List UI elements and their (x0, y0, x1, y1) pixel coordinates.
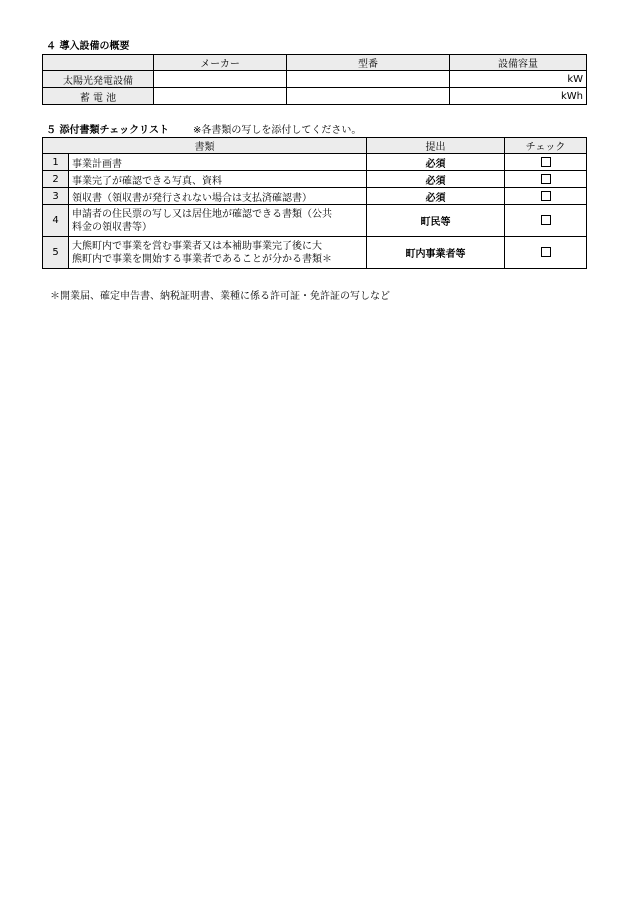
check-cell[interactable] (505, 154, 587, 171)
submit-status: 必須 (367, 171, 505, 188)
checkbox-icon[interactable] (541, 157, 551, 167)
model-header: 型番 (287, 55, 450, 71)
check-cell[interactable] (505, 188, 587, 205)
row-label-solar: 太陽光発電設備 (43, 71, 154, 88)
checkbox-icon[interactable] (541, 191, 551, 201)
document-name (69, 237, 367, 269)
document-name-line2: 熊町内で事業を開始する事業者であることが分かる書類＊ (72, 253, 332, 265)
equipment-table (42, 54, 587, 105)
model-cell-battery[interactable] (287, 88, 450, 105)
check-header: チェック (505, 138, 587, 154)
submit-status: 町民等 (367, 205, 505, 237)
capacity-header: 設備容量 (450, 55, 587, 71)
document-name: 事業計画書 (69, 154, 367, 171)
document-name-line1: 申請者の住民票の写し又は居住地が確認できる書類（公共 (72, 208, 332, 220)
submit-status: 町内事業者等 (367, 237, 505, 269)
maker-header: メーカー (154, 55, 287, 71)
table-row (43, 171, 587, 188)
section5-note: ※各書類の写しを添付してください。 (192, 125, 362, 136)
row-number: 1 (43, 154, 69, 171)
row-number: 3 (43, 188, 69, 205)
table-row (43, 88, 587, 105)
submit-header: 提出 (367, 138, 505, 154)
check-cell[interactable] (505, 205, 587, 237)
checkbox-icon[interactable] (541, 174, 551, 184)
model-cell-solar[interactable] (287, 71, 450, 88)
row-number: 5 (43, 237, 69, 269)
document-name: 領収書（領収書が発行されない場合は支払済確認書） (69, 188, 367, 205)
capacity-cell-battery[interactable]: kWh (450, 88, 587, 105)
maker-cell-solar[interactable] (154, 71, 287, 88)
table-row (43, 154, 587, 171)
capacity-cell-solar[interactable]: kW (450, 71, 587, 88)
section4-title: ４ 導入設備の概要 (46, 41, 130, 52)
table-row (43, 237, 587, 269)
table-row (43, 71, 587, 88)
document-name (69, 205, 367, 237)
check-cell[interactable] (505, 171, 587, 188)
checkbox-icon[interactable] (541, 247, 551, 257)
check-cell[interactable] (505, 237, 587, 269)
submit-status: 必須 (367, 188, 505, 205)
document-name: 事業完了が確認できる写真、資料 (69, 171, 367, 188)
checkbox-icon[interactable] (541, 215, 551, 225)
row-number: 2 (43, 171, 69, 188)
checklist-table (42, 137, 587, 269)
table-row (43, 188, 587, 205)
documents-header: 書類 (43, 138, 367, 154)
document-name-line1: 大熊町内で事業を営む事業者又は本補助事業完了後に大 (72, 240, 322, 252)
equipment-header-blank (43, 55, 154, 71)
section5-title: ５ 添付書類チェックリスト (46, 125, 169, 136)
table-row (43, 205, 587, 237)
footnote: ＊開業届、確定申告書、納税証明書、業種に係る許可証・免許証の写しなど (50, 291, 390, 302)
maker-cell-battery[interactable] (154, 88, 287, 105)
submit-status: 必須 (367, 154, 505, 171)
document-name-line2: 料金の領収書等） (72, 221, 152, 233)
section5-title-line (46, 121, 361, 136)
row-number: 4 (43, 205, 69, 237)
row-label-battery: 蓄 電 池 (43, 88, 154, 105)
